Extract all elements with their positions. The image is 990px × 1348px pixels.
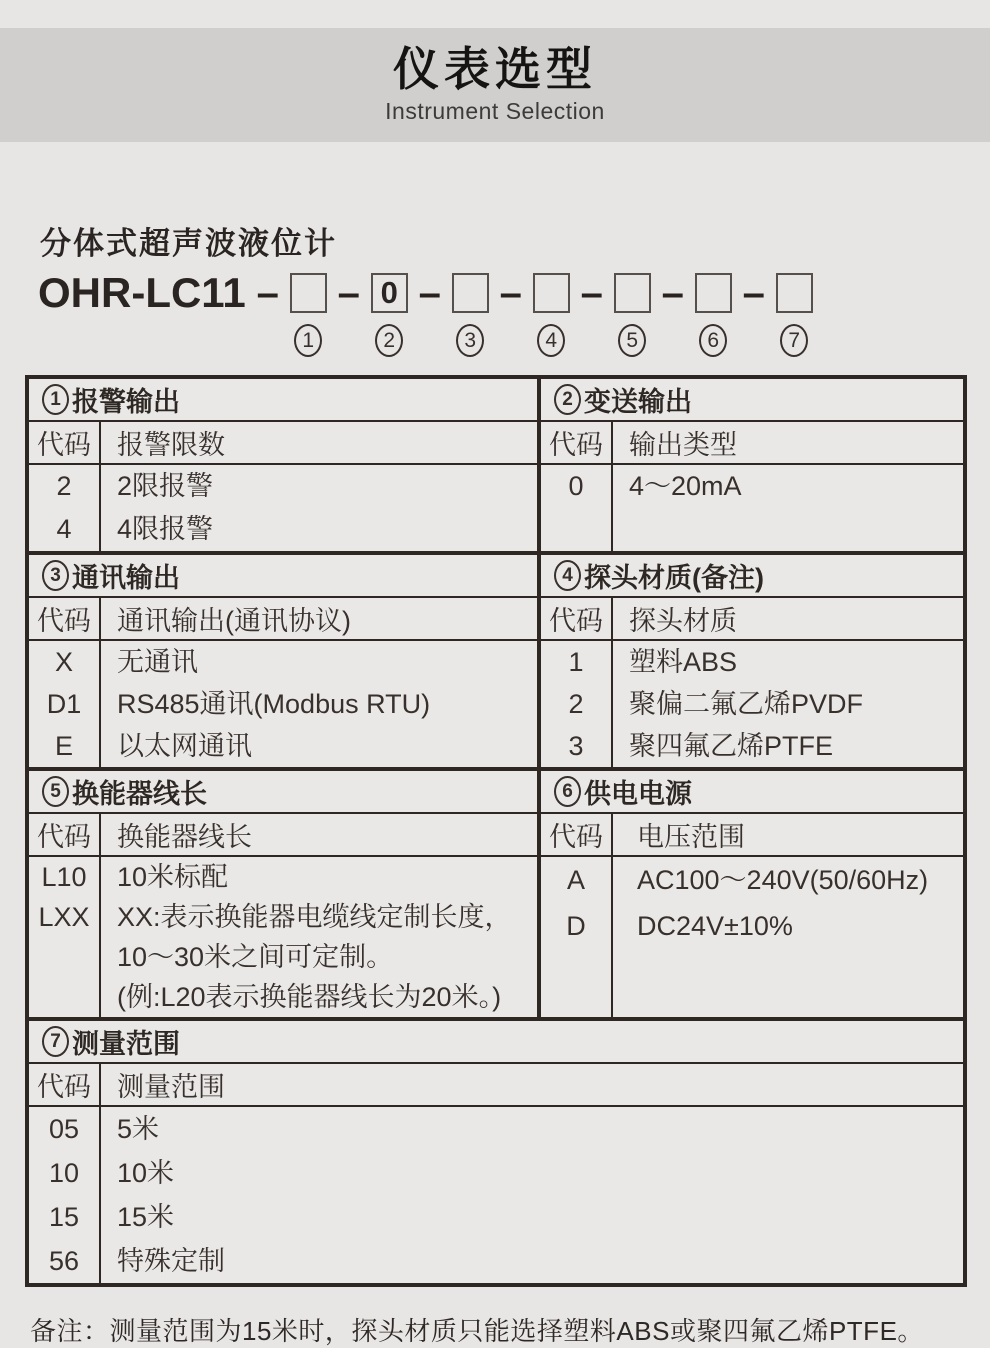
desc-line: XX:表示换能器电缆线定制长度， xyxy=(117,902,512,932)
circled-number-icon: 1 xyxy=(42,384,69,415)
table-row xyxy=(29,1195,963,1239)
model-segment-5 xyxy=(614,273,651,357)
code-cell: 2 xyxy=(29,465,101,508)
code-column-header: 代码 xyxy=(29,814,101,855)
desc-line: 4～20mA xyxy=(629,471,742,501)
code-column-header: 代码 xyxy=(541,422,613,463)
section-header-row xyxy=(541,814,963,857)
desc-line: 15米 xyxy=(117,1202,175,1232)
model-segment-2 xyxy=(371,273,408,357)
section-range xyxy=(29,1021,963,1283)
code-cell: 10 xyxy=(29,1151,101,1195)
section-body xyxy=(29,857,537,1017)
table-row xyxy=(541,641,963,683)
circled-number-icon: 1 xyxy=(294,324,322,357)
code-column-header: 代码 xyxy=(29,1064,101,1105)
desc-cell xyxy=(613,903,963,949)
desc-line: 2限报警 xyxy=(117,471,214,501)
section-comm xyxy=(29,555,541,767)
page-title: 仪表选型 xyxy=(393,42,597,95)
code-cell: 56 xyxy=(29,1239,101,1283)
code-column-header: 代码 xyxy=(541,814,613,855)
circled-number-icon: 4 xyxy=(537,324,565,357)
desc-cell xyxy=(101,1107,963,1151)
dash-separator: – xyxy=(499,271,522,315)
section-title-text: 测量范围 xyxy=(72,1029,180,1059)
section-title-text: 供电电源 xyxy=(584,779,692,809)
code-cell: 05 xyxy=(29,1107,101,1151)
code-cell: X xyxy=(29,641,101,683)
footer-note xyxy=(30,1311,990,1348)
model-prefix: OHR-LC11 xyxy=(38,269,246,316)
desc-cell xyxy=(101,1151,963,1195)
section-header-row xyxy=(541,422,963,465)
desc-column-header: 电压范围 xyxy=(637,822,745,852)
section-body xyxy=(541,641,963,767)
model-segment-box xyxy=(776,273,813,313)
desc-column-header: 测量范围 xyxy=(117,1072,225,1102)
section-title-text: 探头材质(备注) xyxy=(584,563,764,593)
table-row xyxy=(29,465,537,508)
section-row xyxy=(29,771,963,1021)
desc-line: 5米 xyxy=(117,1114,160,1144)
table-row xyxy=(541,903,963,949)
code-cell-filler xyxy=(541,949,613,1017)
desc-cell xyxy=(613,725,963,767)
circled-number-icon: 2 xyxy=(554,384,581,415)
desc-cell xyxy=(101,465,537,508)
section-power xyxy=(541,771,963,1017)
code-cell: 2 xyxy=(541,683,613,725)
circled-number-icon: 6 xyxy=(699,324,727,357)
dash-separator: – xyxy=(418,271,441,315)
dash-separator: – xyxy=(742,271,765,315)
section-title-text: 报警输出 xyxy=(72,387,180,417)
section-header-row xyxy=(29,814,537,857)
desc-line: AC100～240V(50/60Hz) xyxy=(637,865,929,895)
selection-table xyxy=(25,375,967,1287)
circled-number-icon: 2 xyxy=(375,324,403,357)
model-segment-box xyxy=(290,273,327,313)
section-body xyxy=(29,1107,963,1283)
section-title-text: 通讯输出 xyxy=(72,563,180,593)
desc-line: DC24V±10% xyxy=(637,911,793,941)
section-body xyxy=(541,857,963,1017)
desc-cell xyxy=(101,1195,963,1239)
code-cell: 0 xyxy=(541,465,613,508)
code-cell: L10 xyxy=(29,857,101,897)
model-code-line xyxy=(38,269,990,357)
circled-number-icon: 7 xyxy=(780,324,808,357)
desc-column-header: 通讯输出(通讯协议) xyxy=(117,606,351,636)
code-column-header: 代码 xyxy=(29,598,101,639)
section-cable xyxy=(29,771,541,1017)
desc-line: 塑料ABS xyxy=(629,647,738,677)
section-body xyxy=(541,465,963,551)
table-row xyxy=(541,857,963,903)
section-probe xyxy=(541,555,963,767)
table-row xyxy=(541,683,963,725)
desc-line: (例:L20表示换能器线长为20米。) xyxy=(117,982,502,1012)
section-title xyxy=(541,555,963,598)
desc-line: 聚偏二氟乙烯PVDF xyxy=(629,689,864,719)
desc-line: 10～30米之间可定制。 xyxy=(117,942,394,972)
section-alarm xyxy=(29,379,541,551)
section-row xyxy=(29,379,963,555)
code-cell: LXX xyxy=(29,897,101,1017)
code-cell-filler xyxy=(541,508,613,551)
code-cell: A xyxy=(541,857,613,903)
desc-line: 特殊定制 xyxy=(117,1246,225,1276)
model-segment-1 xyxy=(290,273,327,357)
top-spacer xyxy=(0,0,990,28)
section-title xyxy=(29,555,537,598)
code-cell: 3 xyxy=(541,725,613,767)
dash-separator: – xyxy=(661,271,684,315)
section-header-row xyxy=(29,1064,963,1107)
table-row xyxy=(29,897,537,1017)
table-row xyxy=(541,725,963,767)
section-title xyxy=(29,1021,963,1064)
desc-cell xyxy=(613,641,963,683)
section-filler xyxy=(541,949,963,1017)
model-segment-box: 0 xyxy=(371,273,408,313)
desc-cell-filler xyxy=(613,508,963,551)
footer-note-label: 备注： xyxy=(30,1316,110,1346)
desc-cell xyxy=(101,641,537,683)
section-row xyxy=(29,555,963,771)
section-header-row xyxy=(29,598,537,641)
section-title-text: 换能器线长 xyxy=(72,779,207,809)
section-header-row xyxy=(29,422,537,465)
table-row xyxy=(29,1239,963,1283)
circled-number-icon: 4 xyxy=(554,560,581,591)
code-cell: D xyxy=(541,903,613,949)
section-title xyxy=(29,379,537,422)
desc-line: RS485通讯(Modbus RTU) xyxy=(117,689,431,719)
desc-cell xyxy=(613,683,963,725)
desc-line: 10米标配 xyxy=(117,862,229,892)
table-row xyxy=(541,465,963,508)
code-cell: E xyxy=(29,725,101,767)
desc-line: 无通讯 xyxy=(117,647,198,677)
model-segment-box xyxy=(614,273,651,313)
section-title xyxy=(541,771,963,814)
section-body xyxy=(29,641,537,767)
desc-line: 聚四氟乙烯PTFE xyxy=(629,731,834,761)
circled-number-icon: 7 xyxy=(42,1026,69,1057)
table-row xyxy=(29,857,537,897)
model-segment-box xyxy=(533,273,570,313)
desc-cell xyxy=(101,857,537,897)
table-row xyxy=(29,683,537,725)
product-name: 分体式超声波液位计 xyxy=(40,226,337,261)
desc-cell xyxy=(101,1239,963,1283)
desc-cell xyxy=(101,897,537,1017)
section-filler xyxy=(541,508,963,551)
dash-separator: – xyxy=(337,271,360,315)
section-body xyxy=(29,465,537,551)
desc-cell xyxy=(101,508,537,551)
desc-cell xyxy=(613,857,963,903)
footer-note-text: 测量范围为15米时，探头材质只能选择塑料ABS或聚四氟乙烯PTFE。 xyxy=(109,1316,924,1346)
desc-line: 以太网通讯 xyxy=(117,731,252,761)
desc-cell xyxy=(101,683,537,725)
code-cell: 1 xyxy=(541,641,613,683)
table-row xyxy=(29,1151,963,1195)
section-header-row xyxy=(541,598,963,641)
desc-column-header: 输出类型 xyxy=(629,430,737,460)
table-row xyxy=(29,725,537,767)
desc-column-header: 换能器线长 xyxy=(117,822,252,852)
model-segment-box xyxy=(695,273,732,313)
circled-number-icon: 3 xyxy=(456,324,484,357)
table-row xyxy=(29,508,537,551)
model-segment-4 xyxy=(533,273,570,357)
desc-column-header: 探头材质 xyxy=(629,606,737,636)
section-title xyxy=(541,379,963,422)
code-column-header: 代码 xyxy=(541,598,613,639)
page-subtitle: Instrument Selection xyxy=(385,98,605,125)
circled-number-icon: 3 xyxy=(42,560,69,591)
table-row xyxy=(29,641,537,683)
code-column-header: 代码 xyxy=(29,422,101,463)
code-cell: 4 xyxy=(29,508,101,551)
dash-separator: – xyxy=(580,271,603,315)
desc-line: 10米 xyxy=(117,1158,175,1188)
circled-number-icon: 5 xyxy=(618,324,646,357)
model-segment-7 xyxy=(776,273,813,357)
code-cell: D1 xyxy=(29,683,101,725)
desc-cell xyxy=(101,725,537,767)
section-title xyxy=(29,771,537,814)
section-row xyxy=(29,1021,963,1283)
desc-column-header: 报警限数 xyxy=(117,430,225,460)
desc-cell-filler xyxy=(613,949,963,1017)
model-segment-box xyxy=(452,273,489,313)
desc-line: 4限报警 xyxy=(117,514,214,544)
section-title-text: 变送输出 xyxy=(584,387,692,417)
dash-separator: – xyxy=(256,271,279,315)
header-band xyxy=(0,28,990,142)
circled-number-icon: 6 xyxy=(554,776,581,807)
desc-cell xyxy=(613,465,963,508)
section-transmit xyxy=(541,379,963,551)
table-row xyxy=(29,1107,963,1151)
model-segment-3 xyxy=(452,273,489,357)
model-segment-6 xyxy=(695,273,732,357)
code-cell: 15 xyxy=(29,1195,101,1239)
circled-number-icon: 5 xyxy=(42,776,69,807)
